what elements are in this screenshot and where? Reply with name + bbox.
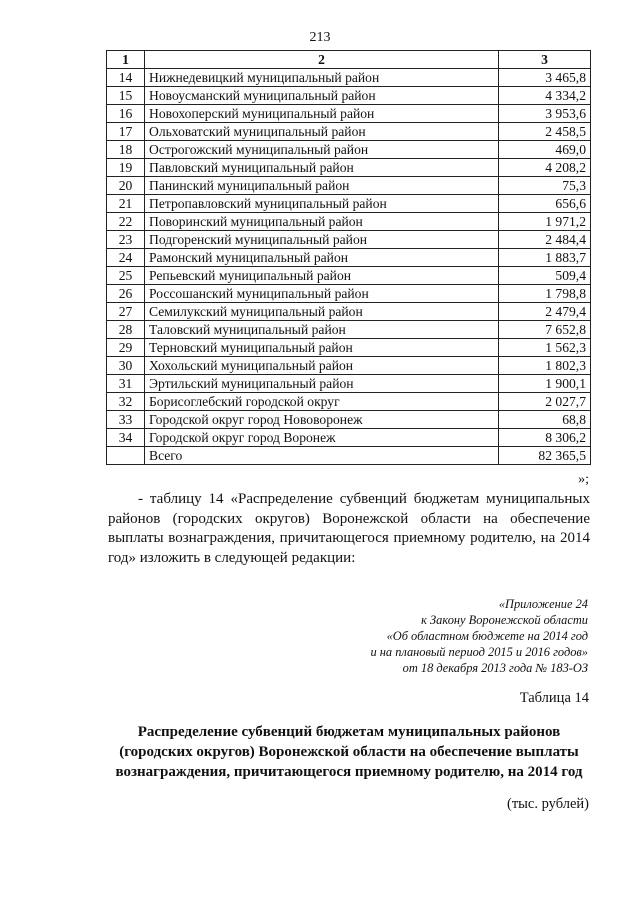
row-value: 1 900,1 (499, 375, 591, 393)
header-col-1: 1 (107, 51, 145, 69)
header-col-3: 3 (499, 51, 591, 69)
table-row (107, 411, 591, 429)
total-number-cell (107, 447, 145, 465)
total-row (107, 447, 591, 465)
annex-line: и на плановый период 2015 и 2016 годов» (370, 645, 588, 659)
row-name: Павловский муниципальный район (145, 159, 499, 177)
row-number: 18 (107, 141, 145, 159)
row-number: 15 (107, 87, 145, 105)
row-value: 1 798,8 (499, 285, 591, 303)
row-number: 21 (107, 195, 145, 213)
row-value: 1 802,3 (499, 357, 591, 375)
row-name: Городской округ город Нововоронеж (145, 411, 499, 429)
row-number: 32 (107, 393, 145, 411)
table-row (107, 231, 591, 249)
row-name: Панинский муниципальный район (145, 177, 499, 195)
row-number: 29 (107, 339, 145, 357)
row-number: 22 (107, 213, 145, 231)
row-number: 31 (107, 375, 145, 393)
units-label: (тыс. рублей) (507, 796, 589, 812)
row-value: 656,6 (499, 195, 591, 213)
row-number: 25 (107, 267, 145, 285)
table-row (107, 339, 591, 357)
row-value: 2 479,4 (499, 303, 591, 321)
row-name: Репьевский муниципальный район (145, 267, 499, 285)
row-value: 3 465,8 (499, 69, 591, 87)
row-number: 30 (107, 357, 145, 375)
row-name: Новохоперский муниципальный район (145, 105, 499, 123)
row-number: 23 (107, 231, 145, 249)
row-value: 2 027,7 (499, 393, 591, 411)
table-row (107, 87, 591, 105)
annex-reference (370, 596, 588, 676)
row-number: 34 (107, 429, 145, 447)
row-number: 27 (107, 303, 145, 321)
row-name: Ольховатский муниципальный район (145, 123, 499, 141)
row-name: Новоусманский муниципальный район (145, 87, 499, 105)
row-name: Петропавловский муниципальный район (145, 195, 499, 213)
total-label: Всего (145, 447, 499, 465)
row-value: 2 484,4 (499, 231, 591, 249)
row-name: Хохольский муниципальный район (145, 357, 499, 375)
table-row (107, 213, 591, 231)
page-number: 213 (309, 30, 331, 45)
table-label: Таблица 14 (519, 690, 589, 706)
table-row (107, 267, 591, 285)
subvention-table (106, 50, 591, 465)
row-value: 3 953,6 (499, 105, 591, 123)
row-name: Городской округ город Воронеж (145, 429, 499, 447)
annex-line: «Приложение 24 (498, 597, 588, 611)
table-row (107, 195, 591, 213)
table-row (107, 285, 591, 303)
row-value: 1 971,2 (499, 213, 591, 231)
row-name: Таловский муниципальный район (145, 321, 499, 339)
table-row (107, 69, 591, 87)
table-row (107, 375, 591, 393)
table-row (107, 321, 591, 339)
row-number: 33 (107, 411, 145, 429)
table-row (107, 357, 591, 375)
annex-line: к Закону Воронежской области (421, 613, 588, 627)
row-value: 4 208,2 (499, 159, 591, 177)
row-name: Поворинский муниципальный район (145, 213, 499, 231)
row-number: 24 (107, 249, 145, 267)
row-number: 14 (107, 69, 145, 87)
row-name: Семилукский муниципальный район (145, 303, 499, 321)
closing-quote: »; (578, 472, 589, 487)
row-value: 8 306,2 (499, 429, 591, 447)
row-name: Подгоренский муниципальный район (145, 231, 499, 249)
table-row (107, 141, 591, 159)
annex-line: «Об областном бюджете на 2014 год (386, 629, 588, 643)
table-row (107, 303, 591, 321)
row-name: Нижнедевицкий муниципальный район (145, 69, 499, 87)
row-number: 16 (107, 105, 145, 123)
amendment-text: - таблицу 14 «Распределение субвенций бюджетам муниципальных районов (городских округов) Воронежской области на обеспечение выплаты вознаграждения, причитающегося приемному родителю, на 2014 год» изложить в следующей редакции: (108, 491, 590, 566)
row-value: 68,8 (499, 411, 591, 429)
row-name: Терновский муниципальный район (145, 339, 499, 357)
row-name: Рамонский муниципальный район (145, 249, 499, 267)
row-value: 469,0 (499, 141, 591, 159)
row-value: 509,4 (499, 267, 591, 285)
table-row (107, 159, 591, 177)
row-name: Острогожский муниципальный район (145, 141, 499, 159)
table-heading: Распределение субвенций бюджетам муниципальных районов (городских округов) Воронежской области на обеспечение выплаты вознаграждения, причитающегося приемному родителю, на 2014 год (115, 724, 583, 780)
annex-line: от 18 декабря 2013 года № 183-ОЗ (402, 661, 588, 675)
row-value: 7 652,8 (499, 321, 591, 339)
table-row (107, 249, 591, 267)
row-number: 26 (107, 285, 145, 303)
row-name: Борисоглебский городской округ (145, 393, 499, 411)
total-value: 82 365,5 (499, 447, 591, 465)
row-number: 19 (107, 159, 145, 177)
row-number: 28 (107, 321, 145, 339)
row-value: 1 883,7 (499, 249, 591, 267)
table-header-row (107, 51, 591, 69)
row-name: Россошанский муниципальный район (145, 285, 499, 303)
table-row (107, 105, 591, 123)
row-value: 75,3 (499, 177, 591, 195)
amendment-paragraph (108, 490, 590, 568)
row-value: 2 458,5 (499, 123, 591, 141)
row-value: 4 334,2 (499, 87, 591, 105)
row-number: 17 (107, 123, 145, 141)
row-value: 1 562,3 (499, 339, 591, 357)
row-number: 20 (107, 177, 145, 195)
row-name: Эртильский муниципальный район (145, 375, 499, 393)
table-row (107, 123, 591, 141)
table-row (107, 393, 591, 411)
table-row (107, 429, 591, 447)
header-col-2: 2 (145, 51, 499, 69)
table-row (107, 177, 591, 195)
